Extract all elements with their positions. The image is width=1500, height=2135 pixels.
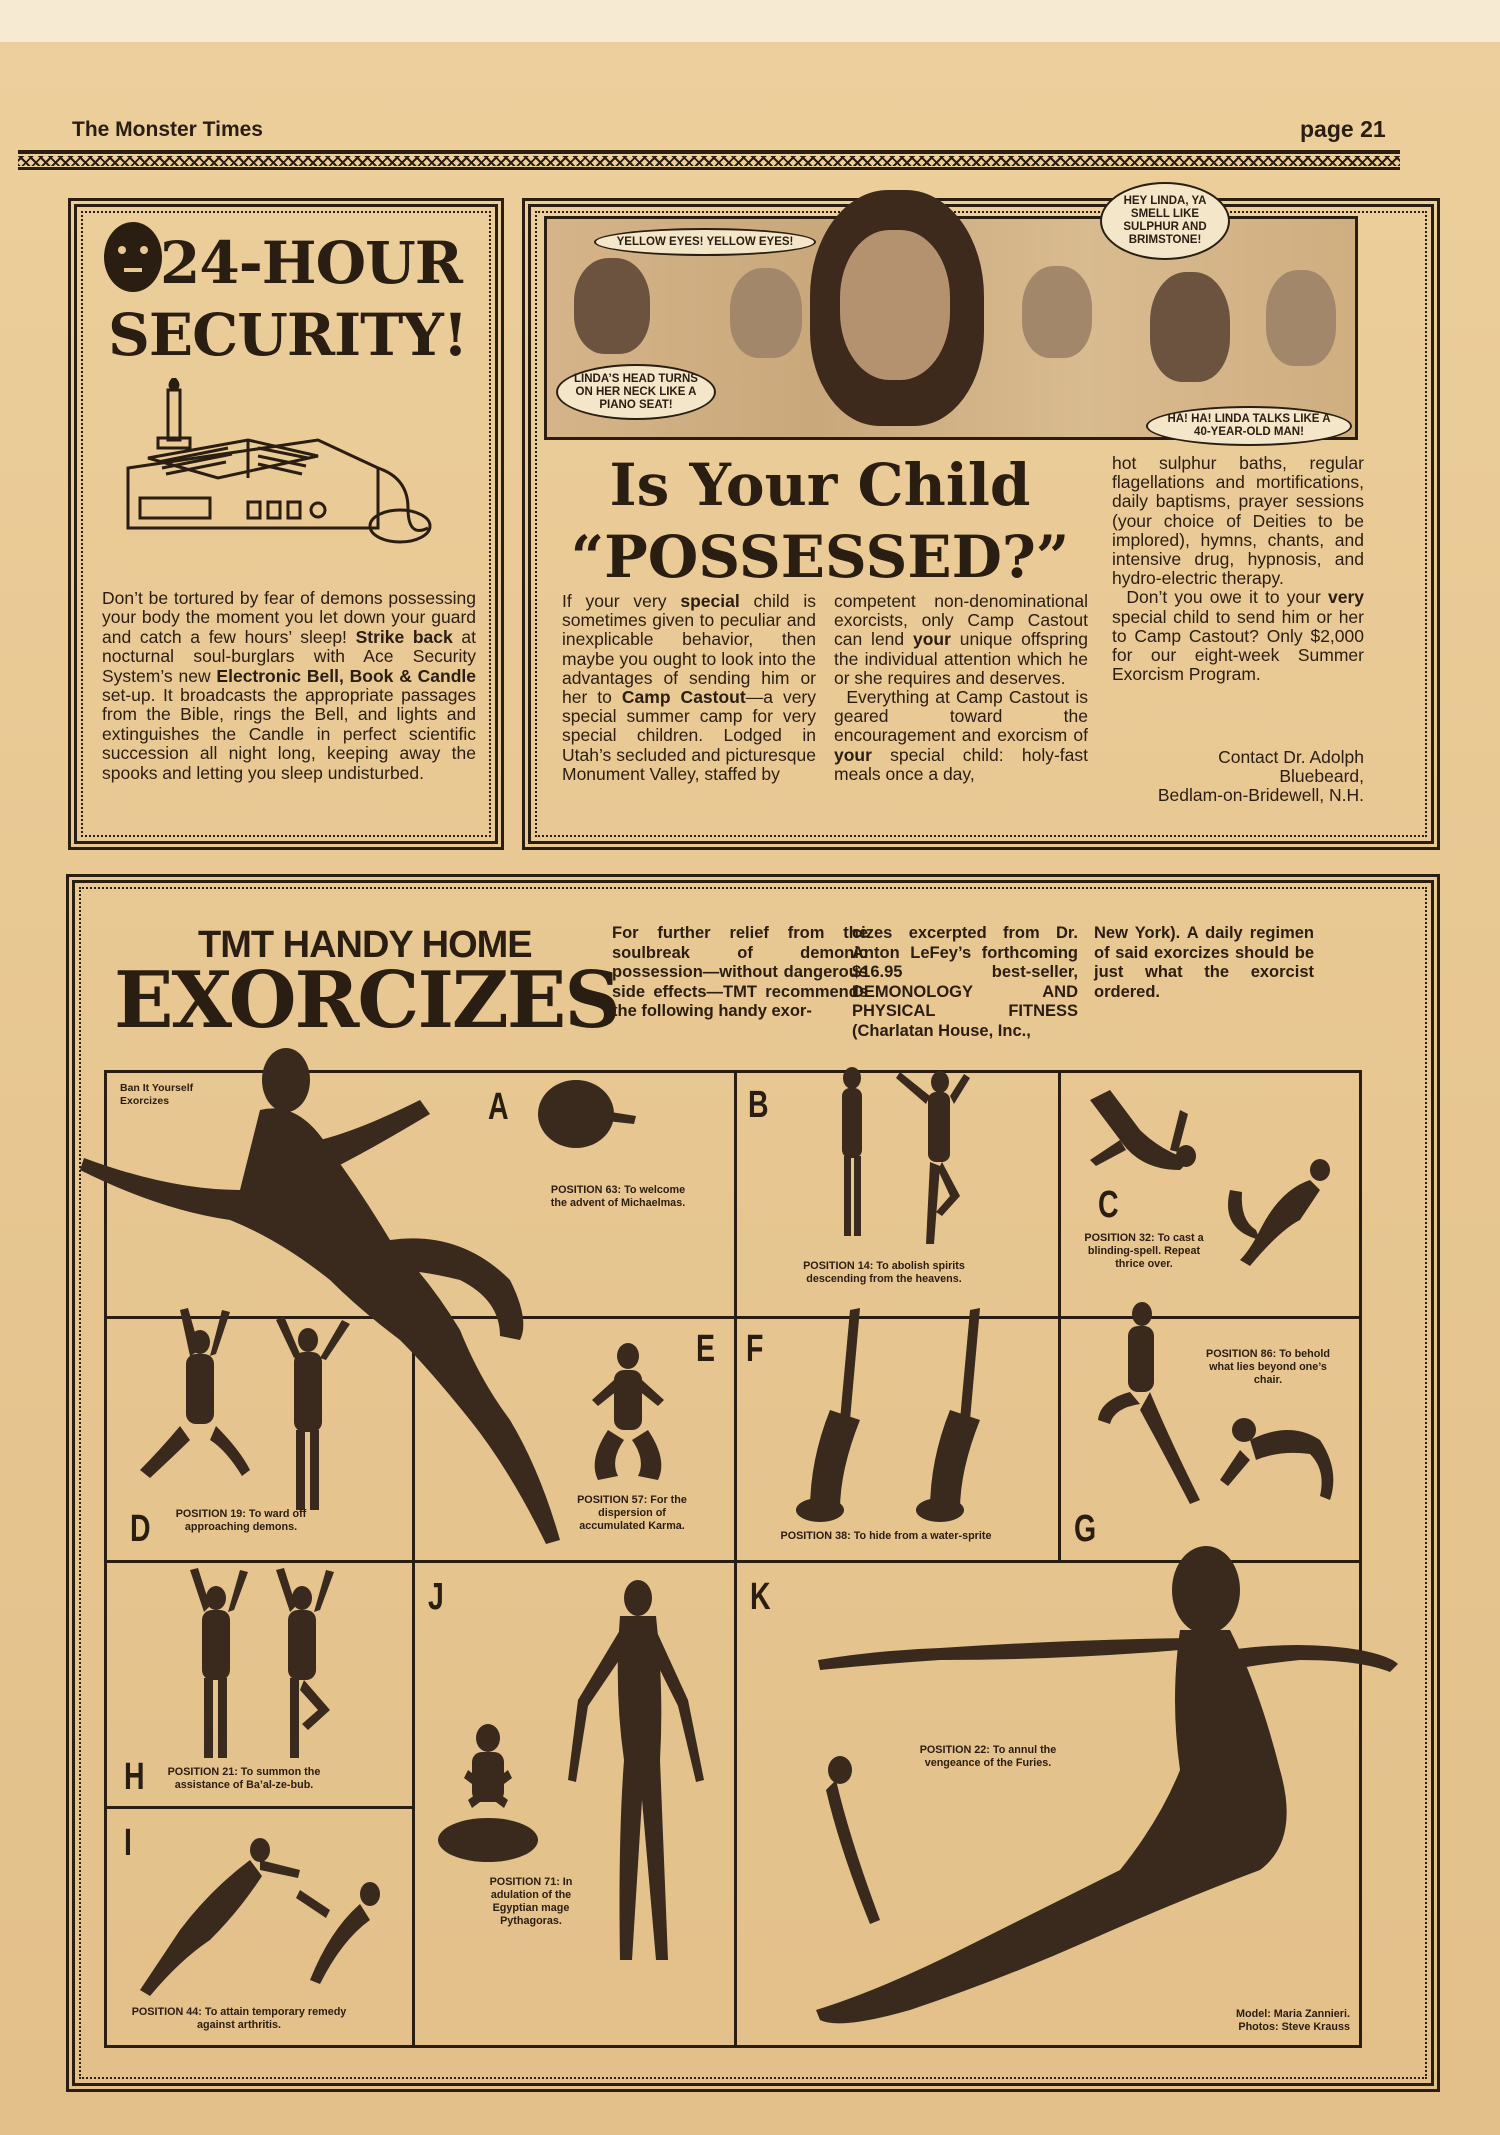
publication-name: The Monster Times bbox=[72, 118, 263, 141]
caption-position-21: POSITION 21: To summon the assistance of Ba’al-ze-bub. bbox=[167, 1766, 321, 1791]
exorcizes-intro-col1: For further relief from the soulbreak of demonic possession—without dangerous side effects—TMT recommends the following handy exor- bbox=[612, 924, 868, 1020]
letter-h: H bbox=[124, 1756, 145, 1798]
figures-i bbox=[120, 1830, 410, 2000]
caption-position-86: POSITION 86: To behold what lies beyond one’s chair. bbox=[1206, 1348, 1330, 1386]
page-number: page 21 bbox=[1300, 116, 1386, 142]
girl-photo bbox=[810, 190, 984, 426]
figures-j bbox=[428, 1580, 728, 2000]
grid-col-line-2 bbox=[1058, 1070, 1061, 1562]
speech-bubble-yellow-eyes: YELLOW EYES! YELLOW EYES! bbox=[594, 228, 816, 256]
letter-a: A bbox=[488, 1086, 509, 1128]
camp-headline-2: “POSSESSED?” bbox=[570, 523, 1070, 591]
header-rule bbox=[18, 150, 1400, 154]
demon-face-icon bbox=[104, 222, 162, 292]
header-rule-bottom bbox=[18, 167, 1400, 170]
grid-col-line-4 bbox=[734, 1560, 737, 2048]
security-title-line2: SECURITY! bbox=[108, 301, 468, 369]
photo-credits: Model: Maria Zannieri. Photos: Steve Krauss bbox=[1236, 2008, 1350, 2033]
caption-position-14: POSITION 14: To abolish spirits descending from the heavens. bbox=[803, 1260, 965, 1285]
figures-g bbox=[1090, 1300, 1360, 1540]
letter-b: B bbox=[748, 1084, 769, 1126]
security-title-line1: 24-HOUR bbox=[160, 229, 462, 297]
camp-column-1: If your very special child is sometimes given to peculiar and inexplicable behavior, then maybe you ought to look into the advantages of sending him or her to Camp Castout—a very special summer camp for very special children. Lodged in Utah’s secluded and picturesque Monument Valley, staffed by bbox=[562, 591, 817, 784]
bell-book-candle-illustration bbox=[118, 378, 458, 558]
letter-c: C bbox=[1098, 1184, 1119, 1226]
speech-bubble-hey-linda: HEY LINDA, YA SMELL LIKE SULPHUR AND BRIMSTONE! bbox=[1100, 182, 1230, 260]
caption-position-63: POSITION 63: To welcome the advent of Michaelmas. bbox=[550, 1184, 686, 1209]
bearded-man-photo bbox=[1150, 272, 1230, 382]
exorcizes-title-big: EXORCIZES bbox=[114, 955, 619, 1046]
caption-position-38: POSITION 38: To hide from a water-sprite bbox=[780, 1530, 992, 1542]
caption-position-32: POSITION 32: To cast a blinding-spell. Repeat thrice over. bbox=[1084, 1232, 1204, 1270]
man-photo-2 bbox=[1266, 270, 1336, 366]
bald-man-photo bbox=[1022, 266, 1092, 358]
grid-col-line-1 bbox=[734, 1070, 737, 1562]
ban-it-yourself-label: Ban It Yourself Exorcizes bbox=[120, 1082, 194, 1107]
caption-position-22: POSITION 22: To annul the vengeance of the Furies. bbox=[919, 1744, 1057, 1769]
camp-headline-1: Is Your Child bbox=[609, 451, 1031, 519]
nun-photo bbox=[730, 268, 802, 358]
speech-bubble-linda-head: LINDA’S HEAD TURNS ON HER NECK LIKE A PIANO SEAT! bbox=[556, 364, 716, 420]
caption-position-19: POSITION 19: To ward off approaching demons. bbox=[175, 1508, 307, 1533]
exorcizes-intro-col3: New York). A daily regimen of said exorcizes should be just what the exorcist ordered. bbox=[1094, 924, 1314, 1001]
figures-d bbox=[130, 1300, 370, 1520]
header-rule-pattern bbox=[18, 156, 1400, 166]
security-ad-body: Don’t be tortured by fear of demons possessing your body the moment you let down your guard and catch a few hours’ sleep! Strike back at nocturnal soul-burglars with Ace Security System’s new Electronic Bell, Book & Candle set-up. It broadcasts the appropriate passages from the Bible, rings the Bell, and lights and extinguishes the Candle in perfect scientific succession all night long, keeping away the spooks and letting you sleep undisturbed. bbox=[102, 588, 477, 783]
exorcizes-intro-col2: cizes excerpted from Dr. Anton LeFey’s forthcoming $16.95 best-seller, DEMONOLOGY AND PHYSICAL FITNESS (Charlatan House, Inc., bbox=[852, 924, 1078, 1040]
caption-position-44: POSITION 44: To attain temporary remedy against arthritis. bbox=[131, 2006, 347, 2031]
caption-position-71: POSITION 71: In adulation of the Egyptian mage Pythagoras. bbox=[489, 1876, 573, 1927]
exorcizes-title-small: TMT HANDY HOME bbox=[198, 924, 532, 966]
figures-h bbox=[180, 1560, 340, 1770]
figures-b bbox=[830, 1066, 980, 1256]
letter-g: G bbox=[1074, 1508, 1097, 1550]
figure-e bbox=[578, 1340, 678, 1490]
camp-column-2: competent non-denominational exorcists, only Camp Castout can lend your unique offspring the individual attention which he or she requires and deserves. Everything at Camp Castout is geared toward the encouragement and exorcism of your special child: holy-fast meals once a day, bbox=[834, 591, 1088, 784]
letter-f: F bbox=[746, 1328, 764, 1370]
letter-j: J bbox=[428, 1576, 444, 1618]
large-seated-figure-k bbox=[760, 1540, 1400, 2060]
man-photo-1 bbox=[574, 258, 650, 354]
speech-bubble-ha-ha: HA! HA! LINDA TALKS LIKE A 40-YEAR-OLD MAN! bbox=[1146, 406, 1352, 446]
camp-contact: Contact Dr. Adolph Bluebeard, Bedlam-on-Bridewell, N.H. bbox=[1157, 747, 1364, 806]
camp-column-3: hot sulphur baths, regular flagellations and mortifications, daily baptisms, prayer sessions (your choice of Deities to be implored), hymns, chants, and intensive drug, hypnosis, and hydro-electric therapy. Don’t you owe it to your very special child to send him or her to Camp Castout? Only $2,000 for our eight-week Summer Exorcism Program. bbox=[1112, 453, 1364, 685]
figures-f bbox=[780, 1300, 1020, 1530]
letter-i: I bbox=[124, 1822, 132, 1864]
letter-k: K bbox=[750, 1576, 771, 1618]
caption-position-57: POSITION 57: For the dispersion of accumulated Karma. bbox=[577, 1494, 687, 1532]
letter-d: D bbox=[130, 1508, 151, 1550]
figure-a-curled bbox=[528, 1070, 638, 1160]
grid-row-line-3 bbox=[104, 1806, 414, 1809]
letter-e: E bbox=[696, 1328, 716, 1370]
